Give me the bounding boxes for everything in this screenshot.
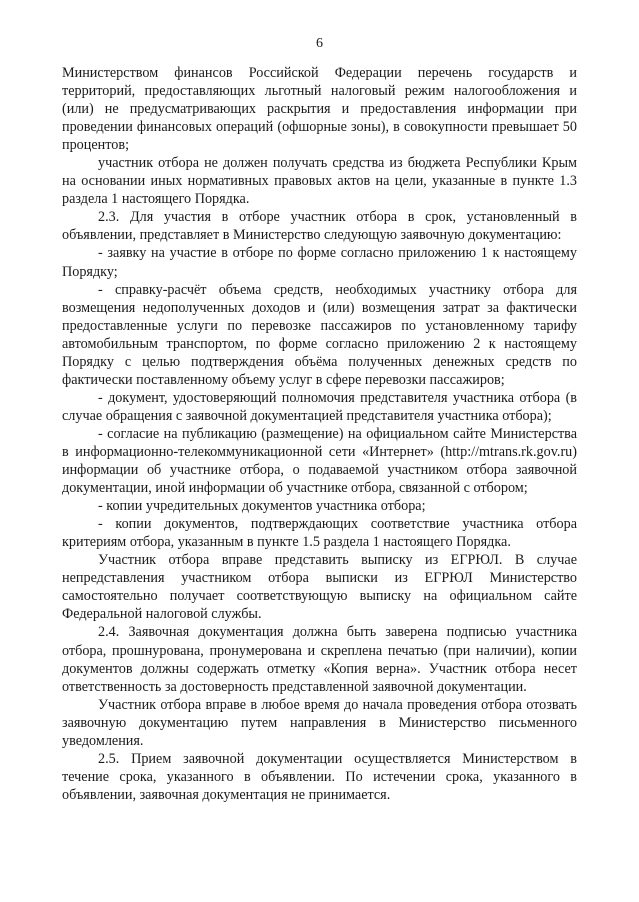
paragraph: - копии учредительных документов участника отбора; (98, 498, 426, 515)
paragraph: - согласие на публикацию (размещение) на официальном сайте Министерства в информационно-телекоммуникационной сети «Интернет» (http://mtrans.rk.gov.ru) информации об участнике отбора, о подаваемой участником отбора заявочной документации, иной информации об участнике отбора, связанной с отбором; (62, 425, 577, 497)
paragraph: Министерством финансов Российской Федерации перечень государств и территорий, предоставляющих льготный налоговый режим налогообложения и (или) не предусматривающих раскрытия и предоставления информации при проведении финансовых операций (офшорные зоны), в совокупности превышает 50 процентов; (62, 65, 577, 154)
paragraph: 2.5. Прием заявочной документации осуществляется Министерством в течение срока, указанного в объявлении. По истечении срока, указанного в объявлении, заявочная документация не принимается. (62, 750, 577, 803)
document-body (62, 64, 577, 804)
paragraph: 2.4. Заявочная документация должна быть заверена подписью участника отбора, прошнурована, пронумерована и скреплена печатью (при наличии), копии документов должны содержать отметку «Копия верна». Участник отбора несет ответственность за достоверность представленной заявочной документации. (62, 624, 577, 695)
paragraph: - справку-расчёт объема средств, необходимых участнику отбора для возмещения недополученных доходов и (или) возмещения затрат за фактически предоставленные услуги по перевозке пассажиров по установленному тарифу автомобильным транспортом, по форме согласно приложению 2 к настоящему Порядку с целью подтверждения объёма полученных денежных средств по фактически поставленному объему услуг в сфере перевозки пассажиров; (62, 281, 577, 388)
page-number: 6 (316, 36, 323, 51)
paragraph: Участник отбора вправе в любое время до начала проведения отбора отозвать заявочную документацию путем направления в Министерство письменного уведомления. (62, 696, 577, 749)
paragraph: - копии документов, подтверждающих соответствие участника отбора критериям отбора, указанным в пункте 1.5 раздела 1 настоящего Порядка. (62, 516, 577, 551)
paragraph: - заявку на участие в отборе по форме согласно приложению 1 к настоящему Порядку; (62, 245, 577, 280)
paragraph: Участник отбора вправе представить выписку из ЕГРЮЛ. В случае непредставления участником отбора выписки из ЕГРЮЛ Министерство самостоятельно получает соответствующую выписку на официальном сайте Федеральной налоговой службы. (62, 552, 577, 623)
paragraph: 2.3. Для участия в отборе участник отбора в срок, установленный в объявлении, представляет в Министерство следующую заявочную документацию: (62, 209, 577, 244)
paragraph: - документ, удостоверяющий полномочия представителя участника отбора (в случае обращения с заявочной документацией представителя участника отбора); (62, 389, 577, 424)
paragraph: участник отбора не должен получать средства из бюджета Республики Крым на основании иных нормативных правовых актов на цели, указанные в пункте 1.3 раздела 1 настоящего Порядка. (62, 155, 577, 208)
